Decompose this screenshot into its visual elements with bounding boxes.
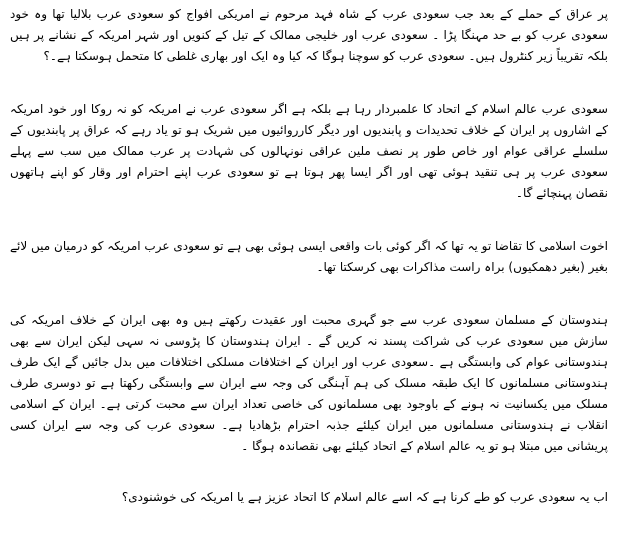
paragraph-2: سعودی عرب عالم اسلام کے اتحاد کا علمبردار رہا ہے بلکہ ہے اگر سعودی عرب نے امریکہ کو نہ روکا اور خود امریکہ کے اشاروں پر ایران کے خلاف تحدیدات و پابندیوں اور دیگر کارروائیوں میں شریک ہو تو یاد رہے کہ عراق پر پابندیوں کے سلسلے عراقی عوام اور خاص طور پر نصف ملین عراقی نونہالوں کی شہادت پر عرب ممالک میں سب سے پہلے سعودی عرب پر ہی تنقید ہوئی تھی اور اگر ایسا پھر ہوتا ہے تو سعودی عرب اپنے احترام اور وقار کو اپنے ہاتھوں نقصان پہنچائے گا۔ (10, 102, 608, 200)
paragraph-5: اب یہ سعودی عرب کو طے کرنا ہے کہ اسے عالم اسلام کا اتحاد عزیز ہے یا امریکہ کی خوشنودی؟ (121, 490, 608, 504)
paragraph-1: پر عراق کے حملے کے بعد جب سعودی عرب کے شاہ فہد مرحوم نے امریکی افواج کو سعودی عرب بلالیا تھا وہ خود سعودی عرب کو بے حد مہنگا پڑا ۔ سعودی عرب اور خلیجی ممالک کے تیل کے کنویں اور شہر امریکہ کے نشانے پر ہیں بلکہ تقریباً زیر کنٹرول ہیں۔ سعودی عرب کو سوچنا ہوگا کہ کیا وہ ایک اور بھاری غلطی کا متحمل ہوسکتا ہے۔؟ (10, 7, 608, 63)
paragraph-4: ہندوستان کے مسلمان سعودی عرب سے جو گہری محبت اور عقیدت رکھتے ہیں وہ بھی ایران کے خلاف امریکہ کی سازش میں سعودی عرب کی شراکت پسند نہ کریں گے ۔ ایران ہندوستان کا پڑوسی نہ سہی لیکن ایران سے بھی ہندوستانی عوام کی وابستگی ہے ۔سعودی عرب اور ایران کے اختلافات مسلکی اختلافات میں بدل جائیں گے ایک طرف ہندوستانی مسلمانوں کا ایک طبقہ مسلک کی ہم آہنگی کی وجہ سے ایران سے وابستگی رکھتا ہے تو دوسری طرف مسلک میں یکسانیت نہ ہونے کے باوجود بھی مسلمانوں کی خاصی تعداد ایران سے محبت کرتی ہے۔ ایران کے اسلامی انقلاب نے ہندوستانی مسلمانوں میں ایران کیلئے جذبہ احترام بڑھادیا ہے۔ سعودی عرب کی وجہ سے ایران کسی پریشانی میں مبتلا ہو تو یہ عالم اسلام کے اتحاد کیلئے بھی نقصاندہ ہوگا ۔ (10, 313, 608, 453)
paragraph-3: اخوت اسلامی کا تقاضا تو یہ تھا کہ اگر کوئی بات واقعی ایسی ہوئی بھی ہے تو سعودی عرب امریکہ کو درمیان میں لائے بغیر (بغیر دھمکیوں) براہ راست مذاکرات بھی کرسکتا تھا۔ (10, 239, 608, 274)
